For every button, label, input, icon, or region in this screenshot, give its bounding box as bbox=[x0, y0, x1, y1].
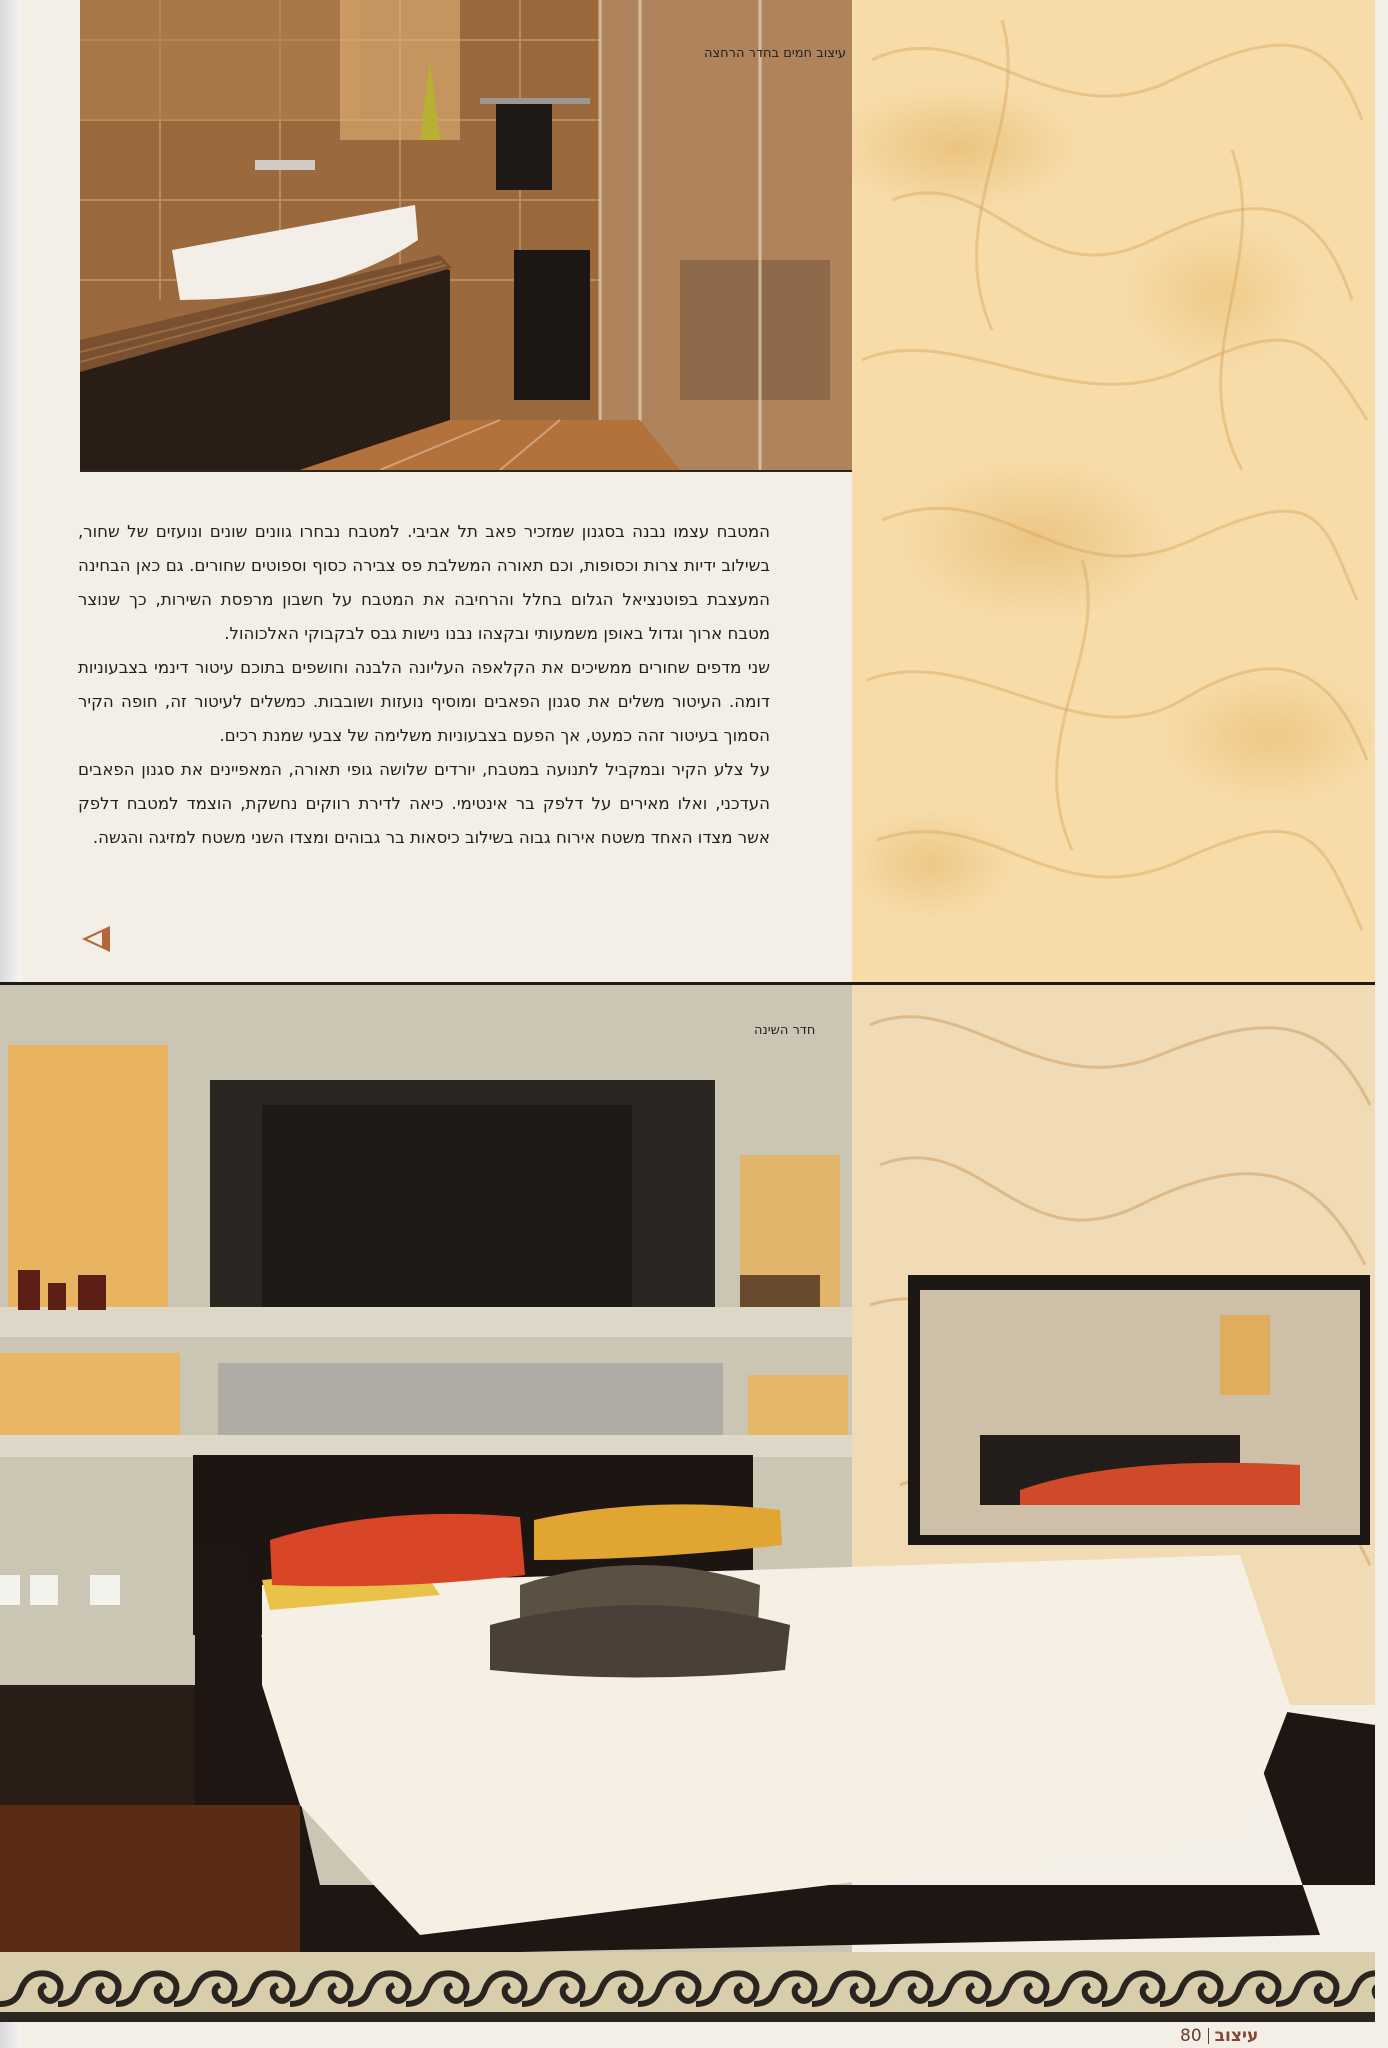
bathroom-photo-caption: עיצוב חמים בחדר הרחצה bbox=[703, 46, 846, 61]
article-paragraph-1: המטבח עצמו נבנה בסגנון שמזכיר פאב תל אביבי. למטבח נבחרו גוונים שונים ונועזים של שחור, בשילוב ידיות צרות וכסופות, וכם תאורה המשלבת פס צבירה כסוף וספוטים שחורים. גם כאן הבחינה המעצבת בפוטנציאל הגלום בחלל והרחיבה את המטבח על חשבון מרפסת השירות, כך שנוצר מטבח ארוך וגדול באופן משמעותי ובקצהו נבנו נישות גבס לבקבוקי האלכוהול. bbox=[78, 522, 770, 643]
bathroom-photo bbox=[80, 0, 852, 470]
article-paragraph-2: שני מדפים שחורים ממשיכים את הקלאפה העליונה הלבנה וחושפים בתוכם עיטור דינמי בצבעוניות דומה. העיטור משלים את סגנון הפאבים ומוסיף נועזות ושובבות. כמשלים לעיטור זה, חופה הקיר הסמוך בעיטור זהה כמעט, אך הפעם בצבעוניות משלימה של צבעי שמנת רכים. bbox=[78, 658, 770, 745]
magazine-title: עיצוב bbox=[1214, 2026, 1259, 2046]
page-footer bbox=[1180, 2024, 1258, 2048]
decorative-wave-border bbox=[0, 1952, 1375, 2022]
bedroom-photo-caption: חדר השינה bbox=[754, 1023, 816, 1038]
continue-arrow-icon bbox=[82, 926, 110, 952]
bedroom-photo bbox=[0, 982, 1375, 1955]
page-number: 80 bbox=[1180, 2026, 1202, 2046]
marble-wall-panel-top bbox=[852, 0, 1375, 982]
footer-divider bbox=[1208, 2028, 1209, 2044]
article-body bbox=[78, 515, 770, 855]
article-paragraph-3: על צלע הקיר ובמקביל לתנועה במטבח, יורדים שלושה גופי תאורה, המאפיינים את סגנון הפאבים העדכני, ואלו מאירים על דלפק בר אינטימי. כיאה לדירת רווקים נחשקת, הוצמד למטבח דלפק אשר מצדו האחד משטח אירוח גבוה בשילוב כיסאות בר גבוהים ומצדו השני משטח למזיגה והגשה. bbox=[78, 760, 770, 847]
